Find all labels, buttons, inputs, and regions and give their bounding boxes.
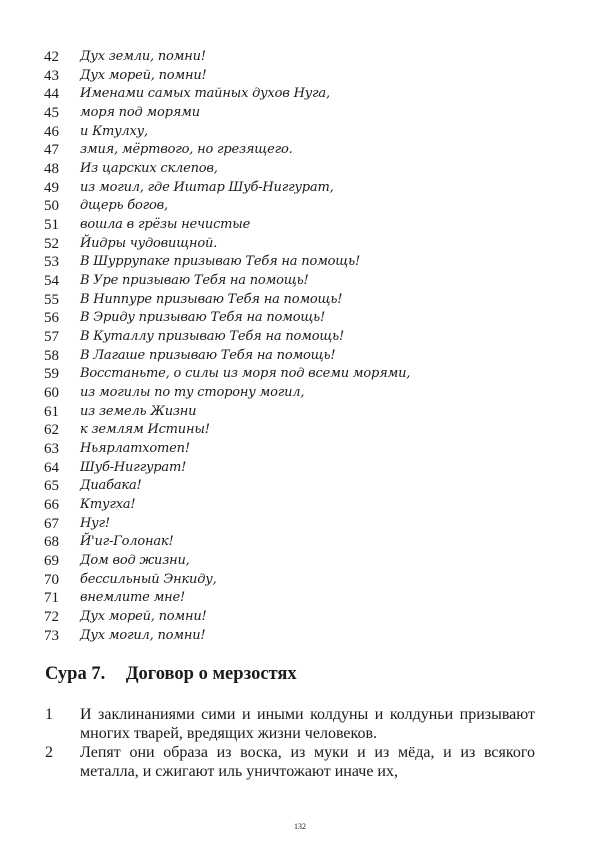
verse-line [44,328,410,347]
verse-number: 53 [44,254,59,271]
verse-line [44,421,410,440]
verse-text: В Куталлу призываю Тебя на помощь! [80,329,345,345]
verse-number: 65 [44,478,59,495]
verse-number: 50 [44,198,59,215]
verse-text: Из царских склепов, [80,161,218,177]
verse-line [44,309,410,328]
section-title: Договор о мерзостях [125,664,297,684]
verse-text: Шуб-Ниггурат! [80,459,187,475]
verse-number: 66 [44,497,59,514]
verse-text: вошла в грёзы нечистые [80,217,251,233]
verse-number: 61 [44,403,59,420]
verse-text: В Ниппуре призываю Тебя на помощь! [80,291,343,307]
verse-number: 73 [44,627,59,644]
verse-text: Йидры чудовищной. [80,235,218,251]
verse-line [44,365,410,384]
verse-line [44,552,410,571]
verse-line [44,533,410,552]
verse-text: Й'иг-Голонак! [80,534,174,550]
verse-text: Дух могил, помни! [80,627,206,643]
verse-line [44,272,410,291]
verse-number: 48 [44,161,59,178]
verse-text: Нуг! [80,515,110,531]
verse-text: внемлите мне! [80,590,186,606]
paragraph-number: 1 [45,706,53,723]
verse-line [44,123,410,142]
verse-text: из могил, где Иштар Шуб-Ниггурат, [80,179,334,195]
verse-line [44,48,410,67]
verse-line [44,459,410,478]
verse-number: 62 [44,422,59,439]
paragraph-list [45,705,535,781]
page-number: 132 [294,822,306,831]
verse-number: 44 [44,86,59,103]
verse-number: 60 [44,385,59,402]
verse-line [44,440,410,459]
verse-line [44,253,410,272]
verse-text: Восстаньте, о силы из моря под всеми морями, [80,366,411,382]
verse-text: змия, мёртвого, но грезящего. [80,142,293,158]
verse-number: 57 [44,329,59,346]
verse-number: 45 [44,105,59,122]
verse-text: Дух земли, помни! [80,49,206,64]
verse-text: В Уре призываю Тебя на помощь! [80,273,309,289]
verse-number: 51 [44,217,59,234]
verse-number: 49 [44,179,59,196]
verse-line [44,216,410,235]
verse-number: 59 [44,366,59,383]
verse-number: 54 [44,273,59,290]
verse-text: Ктугха! [80,497,136,513]
verse-number: 64 [44,459,59,476]
verse-text: Диабака! [80,478,142,494]
verse-number: 70 [44,571,59,588]
verse-text: В Лагаше призываю Тебя на помощь! [80,347,336,363]
verse-line [44,403,410,422]
verse-number: 69 [44,553,59,570]
verse-line [44,67,410,86]
verse-line [44,160,410,179]
verse-number: 47 [44,142,59,159]
verse-line [44,179,410,198]
verse-number: 58 [44,347,59,364]
paragraph-text: Лепят они образа из воска, из муки и из мёда, и из всякого металла, и сжигают иль уничтожают иначе их, [80,744,535,780]
verse-number: 67 [44,515,59,532]
verse-line [44,608,410,627]
verse-line [44,589,410,608]
verse-line [44,197,410,216]
paragraph-text: И заклинаниями сими и иными колдуны и колдуньи призывают многих тварей, вредящих жизни человеков. [80,706,535,742]
verse-line [44,477,410,496]
verse-number: 72 [44,609,59,626]
verse-text: из земель Жизни [80,403,197,419]
verse-text: из могилы по ту сторону могил, [80,385,305,401]
verse-number: 63 [44,441,59,458]
verse-text: Ньярлатхотеп! [80,441,190,457]
verse-line [44,85,410,104]
verse-number: 42 [44,49,59,65]
verse-line [44,104,410,123]
verse-number: 46 [44,123,59,140]
verse-list [44,48,410,646]
verse-text: к землям Истины! [80,422,210,438]
verse-number: 43 [44,67,59,84]
verse-text: моря под морями [80,105,200,121]
verse-line [44,141,410,160]
verse-number: 68 [44,534,59,551]
verse-text: Дух морей, помни! [80,609,207,625]
verse-line [44,347,410,366]
verse-number: 52 [44,235,59,252]
verse-number: 56 [44,310,59,327]
paragraph-number: 2 [45,744,53,761]
verse-text: Дух морей, помни! [80,67,207,83]
section-number: Сура 7. [45,664,106,684]
verse-text: В Шуррупаке призываю Тебя на помощь! [80,254,360,270]
verse-text: и Ктулху, [80,123,148,139]
paragraph [45,743,535,781]
verse-line [44,515,410,534]
verse-text: Именами самых тайных духов Нуга, [80,86,330,102]
section-heading [45,664,297,685]
verse-number: 55 [44,291,59,308]
verse-line [44,496,410,515]
verse-number: 71 [44,590,59,607]
verse-line [44,384,410,403]
verse-line [44,627,410,646]
verse-text: В Эриду призываю Тебя на помощь! [80,310,326,326]
verse-text: бессильный Энкиду, [80,571,217,587]
verse-text: Дом вод жизни, [80,553,190,569]
verse-line [44,571,410,590]
verse-line [44,291,410,310]
verse-text: дщерь богов, [80,198,168,214]
verse-line [44,235,410,254]
paragraph [45,705,535,743]
